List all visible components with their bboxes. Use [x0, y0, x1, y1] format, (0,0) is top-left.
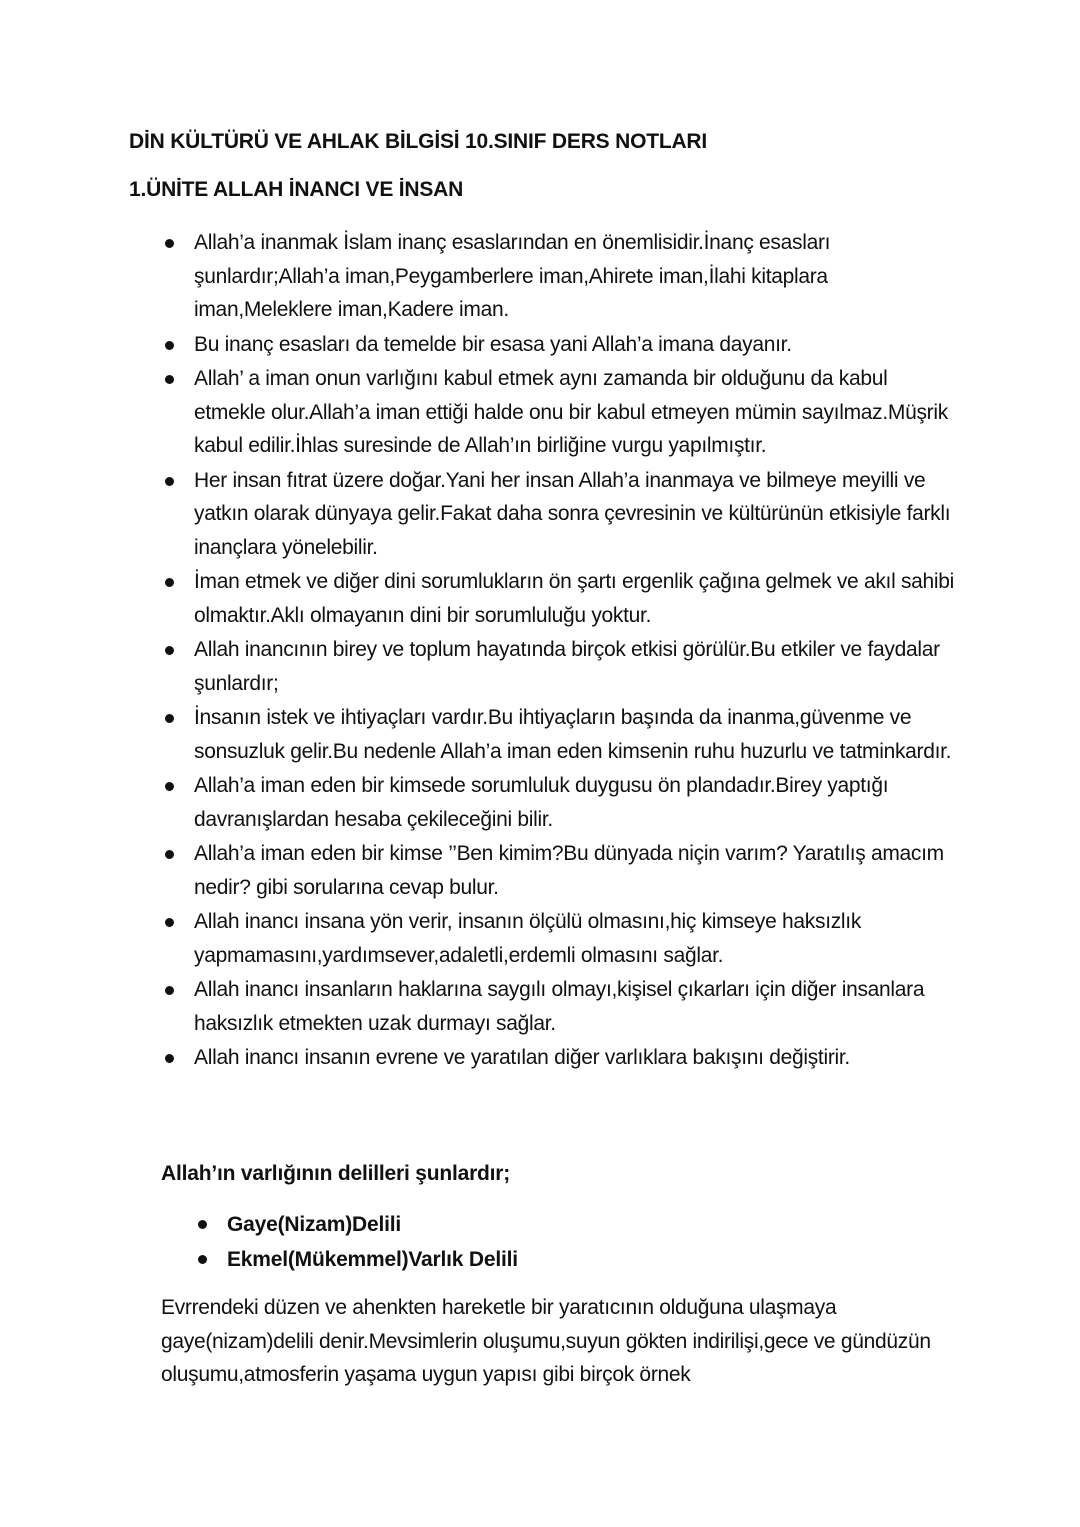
list-item-text: Allah’a iman eden bir kimsede sorumluluk duygusu ön plandadır.Birey yaptığı davranışlardan hesaba çekileceğini bilir.: [194, 774, 889, 831]
list-item-text: İnsanın istek ve ihtiyaçları vardır.Bu ihtiyaçların başında da inanma,güvenme ve sonsuzluk gelir.Bu nedenle Allah’a iman eden kimsenin ruhu huzurlu ve tatminkardır.: [194, 706, 952, 763]
list-item-text: Allah inancı insanların haklarına saygılı olmayı,kişisel çıkarları için diğer insanlara haksızlık etmekten uzak durmayı sağlar.: [194, 978, 925, 1035]
list-item: [162, 973, 962, 1040]
list-item: [162, 837, 962, 904]
list-item: [162, 328, 962, 362]
bullet-dot-icon: [165, 239, 174, 248]
list-item: [195, 1207, 518, 1242]
list-item-text: İman etmek ve diğer dini sorumlukların ön şartı ergenlik çağına gelmek ve akıl sahibi olmaktır.Aklı olmayanın dini bir sorumluluğu yoktur.: [194, 570, 955, 627]
bullet-dot-icon: [165, 782, 174, 791]
list-item: [162, 362, 962, 463]
list-item-text: Allah’a iman eden bir kimse ’’Ben kimim?Bu dünyada niçin varım? Yaratılış amacım nedir? gibi sorularına cevap bulur.: [194, 842, 944, 899]
body-paragraph: Evrrendeki düzen ve ahenkten hareketle bir yaratıcının olduğuna ulaşmaya gaye(nizam)delili denir.Mevsimlerin oluşumu,suyun gökten indirilişi,gece ve gündüzün oluşumu,atmosferin yaşama uygun yapısı gibi birçok örnek: [161, 1296, 931, 1386]
document-title: DİN KÜLTÜRÜ VE AHLAK BİLGİSİ 10.SINIF DERS NOTLARI: [129, 130, 708, 153]
list-item: [162, 464, 962, 565]
list-item: [162, 1041, 962, 1075]
proofs-list: [195, 1207, 518, 1277]
list-item: [162, 565, 962, 632]
list-item-text: Ekmel(Mükemmel)Varlık Delili: [227, 1248, 518, 1271]
bullet-dot-icon: [198, 1220, 207, 1229]
list-item-text: Allah inancı insana yön verir, insanın ölçülü olmasını,hiç kimseye haksızlık yapmamasını,yardımsever,adaletli,erdemli olmasını sağlar.: [194, 910, 862, 967]
unit-title: 1.ÜNİTE ALLAH İNANCI VE İNSAN: [129, 178, 464, 201]
list-item-text: Allah’a inanmak İslam inanç esaslarından en önemlisidir.İnanç esasları şunlardır;Allah’a iman,Peygamberlere iman,Ahirete iman,İlahi kitaplara iman,Meleklere iman,Kadere iman.: [194, 231, 831, 321]
bullet-dot-icon: [165, 850, 174, 859]
list-item: [162, 769, 962, 836]
list-item-text: Allah inancı insanın evrene ve yaratılan diğer varlıklara bakışını değiştirir.: [194, 1046, 850, 1069]
list-item: [162, 905, 962, 972]
notes-bullet-list: [162, 226, 962, 1076]
list-item-text: Allah inancının birey ve toplum hayatında birçok etkisi görülür.Bu etkiler ve faydalar şunlardır;: [194, 638, 940, 695]
bullet-dot-icon: [165, 646, 174, 655]
bullet-dot-icon: [165, 714, 174, 723]
bullet-dot-icon: [165, 341, 174, 350]
bullet-dot-icon: [165, 578, 174, 587]
list-item-text: Allah’ a iman onun varlığını kabul etmek aynı zamanda bir olduğunu da kabul etmekle olur.Allah’a iman ettiği halde onu bir kabul etmeyen mümin sayılmaz.Müşrik kabul edilir.İhlas suresinde de Allah’ın birliğine vurgu yapılmıştır.: [194, 367, 948, 457]
list-item: [162, 633, 962, 700]
bullet-dot-icon: [165, 477, 174, 486]
bullet-dot-icon: [165, 986, 174, 995]
list-item-text: Her insan fıtrat üzere doğar.Yani her insan Allah’a inanmaya ve bilmeye meyilli ve yatkın olarak dünyaya gelir.Fakat daha sonra çevresinin ve kültürünün etkisiyle farklı inançlara yönelebilir.: [194, 468, 951, 559]
list-item: [195, 1242, 518, 1277]
list-item: [162, 226, 962, 327]
list-item: [162, 701, 962, 768]
bullet-dot-icon: [165, 375, 174, 384]
list-item-text: Gaye(Nizam)Delili: [227, 1213, 401, 1236]
bullet-dot-icon: [198, 1255, 207, 1264]
bullet-dot-icon: [165, 918, 174, 927]
list-item-text: Bu inanç esasları da temelde bir esasa yani Allah’a imana dayanır.: [194, 332, 792, 356]
bullet-dot-icon: [165, 1054, 174, 1063]
proofs-heading: Allah’ın varlığının delilleri şunlardır;: [161, 1162, 511, 1185]
